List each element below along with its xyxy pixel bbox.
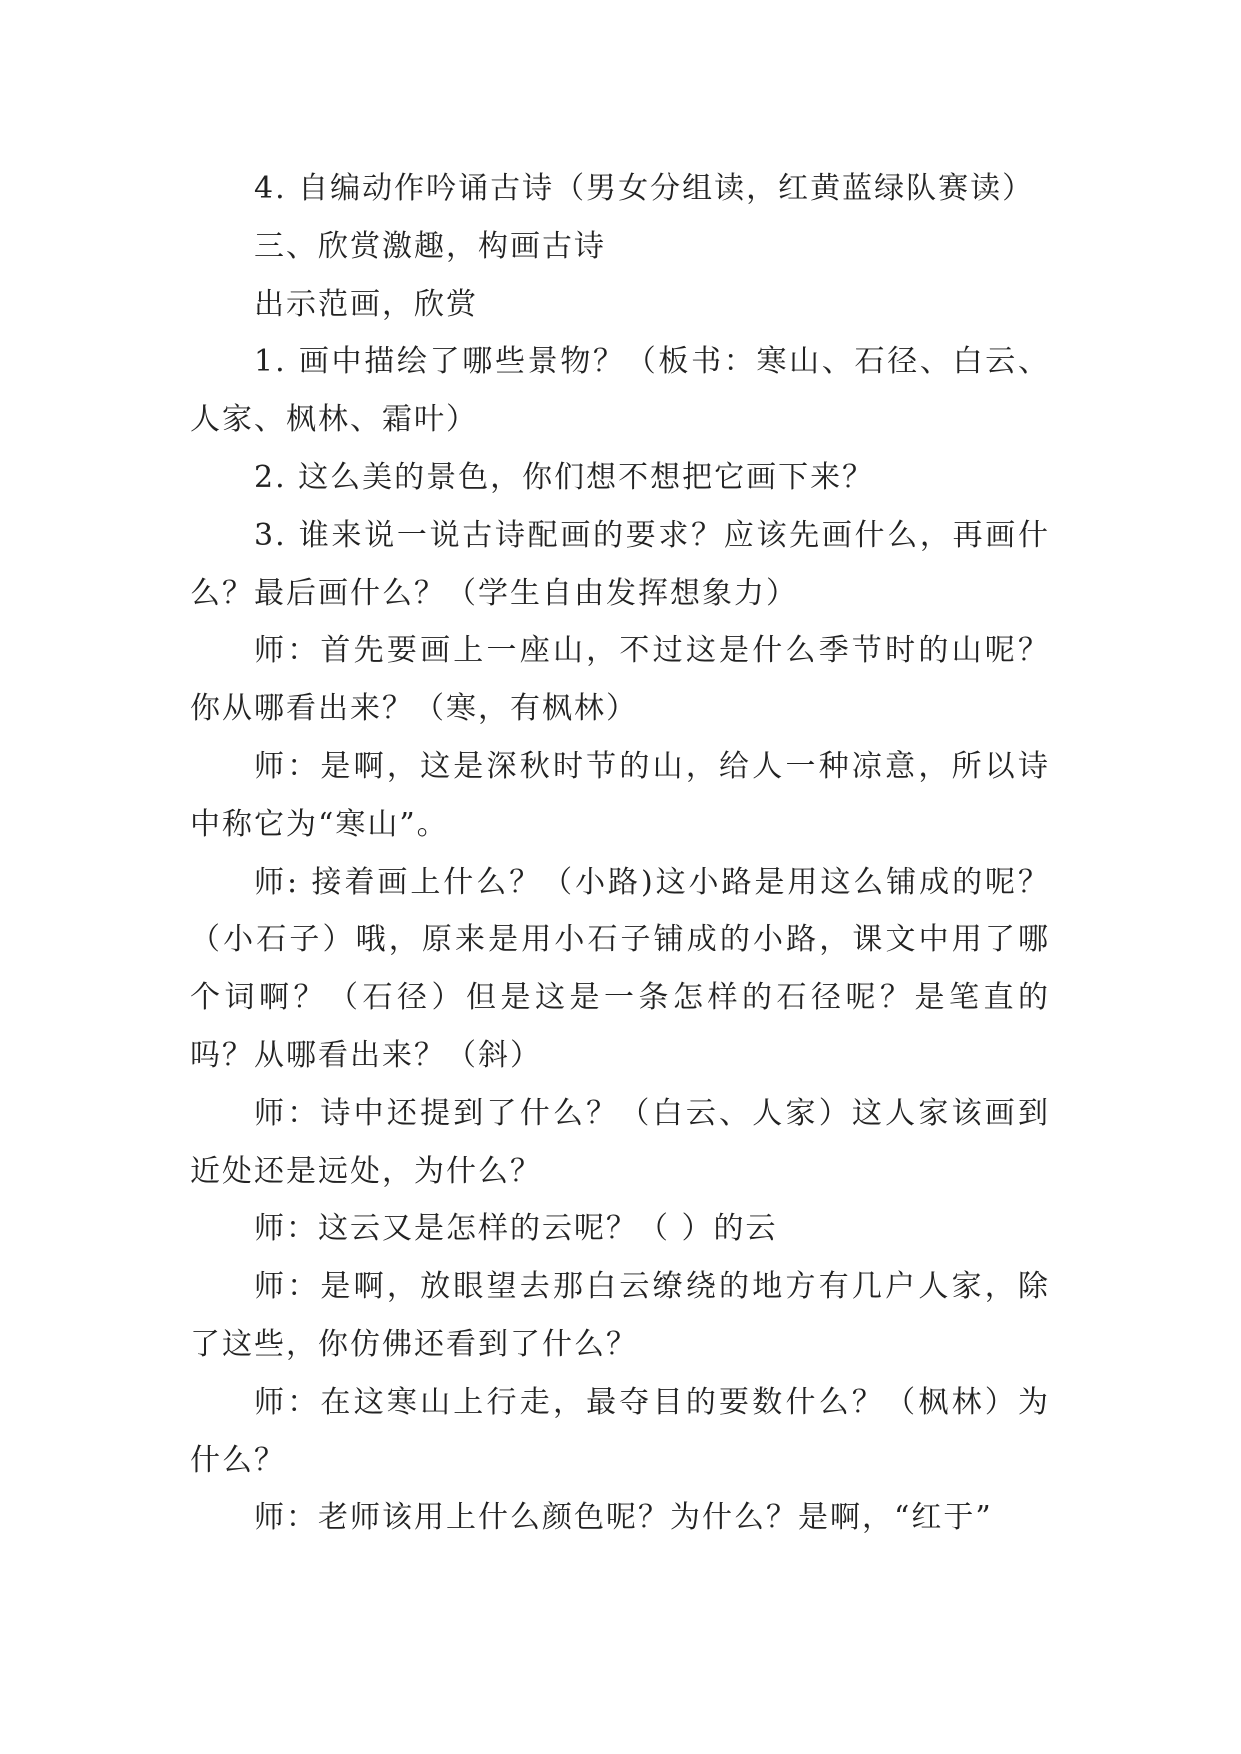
paragraph-8: 师：是啊，这是深秋时节的山，给人一种凉意，所以诗中称它为“寒山”。 — [190, 748, 1050, 842]
paragraph-4: 1. 画中描绘了哪些景物？（板书：寒山、石径、白云、人家、枫林、霜叶） — [190, 344, 1050, 438]
paragraph-14: 师：老师该用上什么颜色呢？为什么？是啊，“红于” — [254, 1500, 993, 1536]
paragraph-11: 师：这云又是怎样的云呢？（ ）的云 — [254, 1211, 778, 1247]
body-text — [190, 160, 1050, 1547]
paragraph-1: 4. 自编动作吟诵古诗（男女分组读，红黄蓝绿队赛读） — [254, 171, 1035, 206]
paragraph-13: 师：在这寒山上行走，最夺目的要数什么？（枫林）为什么？ — [190, 1384, 1050, 1478]
paragraph-12: 师：是啊，放眼望去那白云缭绕的地方有几户人家，除了这些，你仿佛还看到了什么？ — [190, 1269, 1050, 1362]
paragraph-9: 师: 接着画上什么？（小路)这小路是用这么铺成的呢？（小石子）哦，原来是用小石子铺成的小路，课文中用了哪个词啊？（石径）但是这是一条怎样的石径呢？是笔直的吗？从哪看出来？（斜） — [190, 864, 1050, 1073]
section-heading: 三、欣赏激趣，构画古诗 — [254, 228, 606, 264]
paragraph-6: 3. 谁来说一说古诗配画的要求？应该先画什么，再画什么？最后画什么？（学生自由发挥想象力） — [190, 517, 1050, 611]
paragraph-3: 出示范画，欣赏 — [254, 286, 478, 322]
paragraph-10: 师：诗中还提到了什么？（白云、人家）这人家该画到近处还是远处，为什么？ — [190, 1095, 1050, 1189]
paragraph-5: 2. 这么美的景色，你们想不想把它画下来？ — [254, 459, 875, 495]
paragraph-7: 师：首先要画上一座山，不过这是什么季节时的山呢？你从哪看出来？（寒，有枫林） — [190, 633, 1050, 727]
